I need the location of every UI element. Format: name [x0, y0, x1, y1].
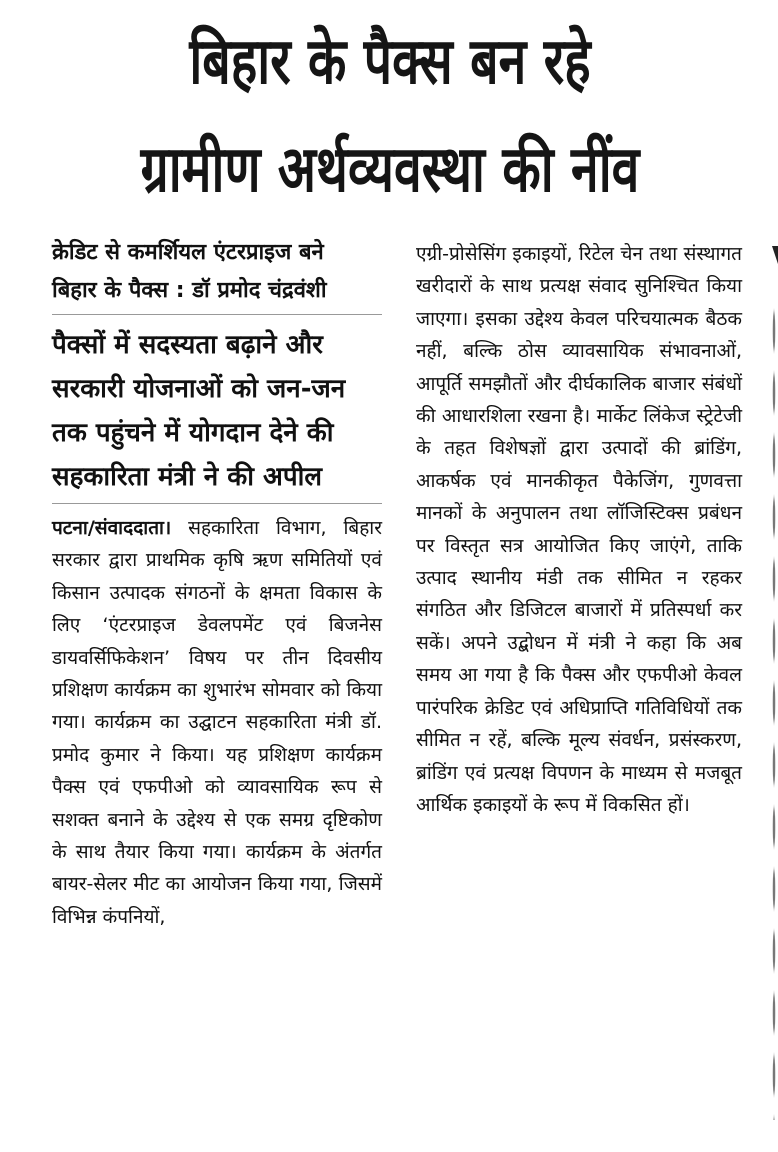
left-column [52, 234, 382, 933]
subhead-divider-top [52, 314, 382, 315]
adjacent-column-dots [772, 300, 776, 1120]
headline-line-2: ग्रामीण अर्थव्यवस्था की नींव [140, 133, 640, 207]
headline-line-1: बिहार के पैक्स बन रहे [189, 25, 591, 99]
right-column [416, 238, 742, 821]
article-body-left [52, 512, 382, 933]
headline [109, 8, 671, 224]
adjacent-column-edge [772, 246, 778, 264]
article-text-left: सहकारिता विभाग, बिहार सरकार द्वारा प्राथमिक कृषि ऋण समितियों एवं किसान उत्पादक संगठनों के क्षमता विकास के लिए ‘एंटरप्राइज डेवलपमेंट एवं बिजनेस डायवर्सिफिकेशन’ विषय पर तीन दिवसीय प्रशिक्षण कार्यक्रम का शुभारंभ सोमवार को किया गया। कार्यक्रम का उद्घाटन सहकारिता मंत्री डॉ. प्रमोद कुमार ने किया। यह प्रशिक्षण कार्यक्रम पैक्स एवं एफपीओ को व्यावसायिक रूप से सशक्त बनाने के उद्देश्य से एक समग्र दृष्टिकोण के साथ तैयार किया गया। कार्यक्रम के अंतर्गत बायर-सेलर मीट का आयोजन किया गया, जिसमें विभिन्न कंपनियों, [52, 517, 382, 928]
subheadline-primary: क्रेडिट से कमर्शियल एंटरप्राइज बने बिहार के पैक्स : डॉ प्रमोद चंद्रवंशी [52, 240, 327, 303]
subhead-divider-bottom [52, 503, 382, 504]
dateline: पटना/संवाददाता। [52, 517, 172, 539]
subheadline-secondary: पैक्सों में सदस्यता बढ़ाने और सरकारी योजनाओं को जन-जन तक पहुंचने में योगदान देने की सहकारिता मंत्री ने की अपील [52, 330, 346, 492]
article-body-right: एग्री-प्रोसेसिंग इकाइयों, रिटेल चेन तथा संस्थागत खरीदारों के साथ प्रत्यक्ष संवाद सुनिश्चित किया जाएगा। इसका उद्देश्य केवल परिचयात्मक बैठक नहीं, बल्कि ठोस व्यावसायिक संभावनाओं, आपूर्ति समझौतों और दीर्घकालिक बाजार संबंधों की आधारशिला रखना है। मार्केट लिंकेज स्ट्रेटेजी के तहत विशेषज्ञों द्वारा उत्पादों की ब्रांडिंग, आकर्षक एवं मानकीकृत पैकेजिंग, गुणवत्ता मानकों के अनुपालन तथा लॉजिस्टिक्स प्रबंधन पर विस्तृत सत्र आयोजित किए जाएंगे, ताकि उत्पाद स्थानीय मंडी तक सीमित न रहकर संगठित और डिजिटल बाजारों में प्रतिस्पर्धा कर सकें। अपने उद्बोधन में मंत्री ने कहा कि अब समय आ गया है कि पैक्स और एफपीओ केवल पारंपरिक क्रेडिट एवं अधिप्राप्ति गतिविधियों तक सीमित न रहें, बल्कि मूल्य संवर्धन, प्रसंस्करण, ब्रांडिंग एवं प्रत्यक्ष विपणन के माध्यम से मजबूत आर्थिक इकाइयों के रूप में विकसित हों। [416, 243, 742, 816]
